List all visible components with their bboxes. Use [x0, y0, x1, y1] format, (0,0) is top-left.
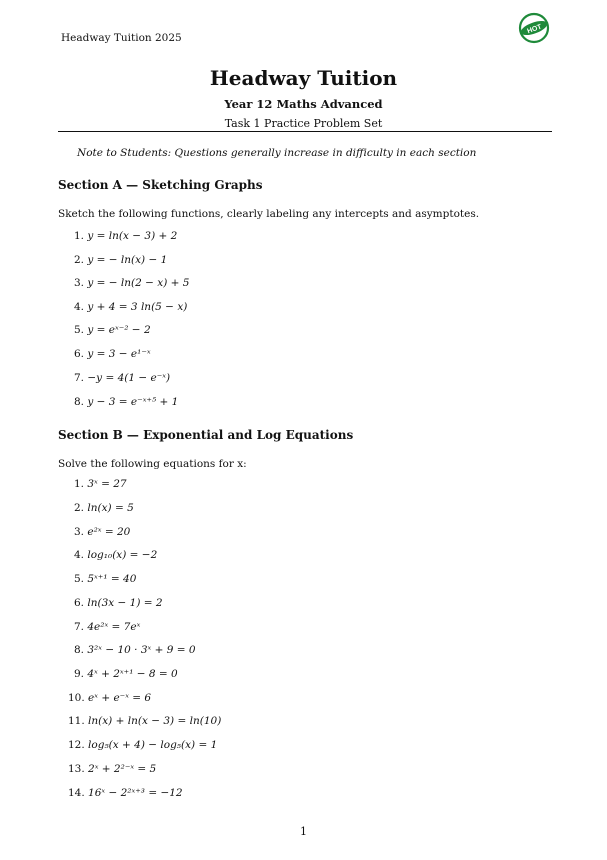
- section-b-item: 5. 5ˣ⁺¹ = 40: [74, 573, 137, 585]
- section-a-item: 8. y − 3 = e⁻ˣ⁺⁵ + 1: [74, 396, 179, 408]
- section-b-item: 13. 2ˣ + 2²⁻ˣ = 5: [68, 763, 157, 775]
- section-b-item: 4. log₁₀(x) = −2: [74, 549, 158, 561]
- section-a-title: Section A — Sketching Graphs: [58, 178, 263, 192]
- section-b-item: 11. ln(x) + ln(x − 3) = ln(10): [68, 715, 222, 727]
- section-b-item: 1. 3ˣ = 27: [74, 478, 127, 490]
- section-b-intro: Solve the following equations for x:: [58, 458, 247, 470]
- document-title: Headway Tuition: [209, 66, 398, 90]
- section-b-item: 6. ln(3x − 1) = 2: [74, 597, 163, 609]
- section-a-item: 4. y + 4 = 3 ln(5 − x): [74, 301, 188, 313]
- section-a-intro: Sketch the following functions, clearly labeling any intercepts and asymptotes.: [58, 208, 480, 220]
- task-line: Task 1 Practice Problem Set: [224, 117, 383, 130]
- section-a-item: 2. y = − ln(x) − 1: [74, 254, 168, 266]
- section-b-item: 3. e²ˣ = 20: [74, 526, 131, 538]
- section-b-item: 2. ln(x) = 5: [74, 502, 134, 514]
- section-a-item: 7. −y = 4(1 − e⁻ˣ): [74, 372, 171, 384]
- page-number: 1: [300, 825, 307, 838]
- student-note: Note to Students: Questions generally increase in difficulty in each section: [77, 147, 477, 159]
- header-org-name: Headway Tuition 2025: [61, 32, 182, 44]
- section-b-item: 9. 4ˣ + 2ˣ⁺¹ − 8 = 0: [74, 668, 178, 680]
- section-b-item: 8. 3²ˣ − 10 · 3ˣ + 9 = 0: [74, 644, 196, 656]
- section-b-item: 7. 4e²ˣ = 7eˣ: [74, 621, 141, 633]
- section-b-item: 10. eˣ + e⁻ˣ = 6: [68, 692, 152, 704]
- headway-logo-icon: [517, 12, 551, 44]
- section-a-item: 5. y = eˣ⁻² − 2: [74, 324, 151, 336]
- section-b-title: Section B — Exponential and Log Equations: [58, 428, 354, 442]
- section-a-item: 3. y = − ln(2 − x) + 5: [74, 277, 190, 289]
- document-subtitle: Year 12 Maths Advanced: [224, 97, 383, 111]
- section-a-item: 1. y = ln(x − 3) + 2: [74, 230, 178, 242]
- title-divider: [58, 131, 552, 132]
- section-b-item: 12. log₅(x + 4) − log₅(x) = 1: [68, 739, 218, 751]
- section-a-item: 6. y = 3 − e¹⁻ˣ: [74, 348, 151, 360]
- svg-text:HOT: HOT: [526, 23, 543, 36]
- section-b-item: 14. 16ˣ − 2²ˣ⁺³ = −12: [68, 787, 183, 799]
